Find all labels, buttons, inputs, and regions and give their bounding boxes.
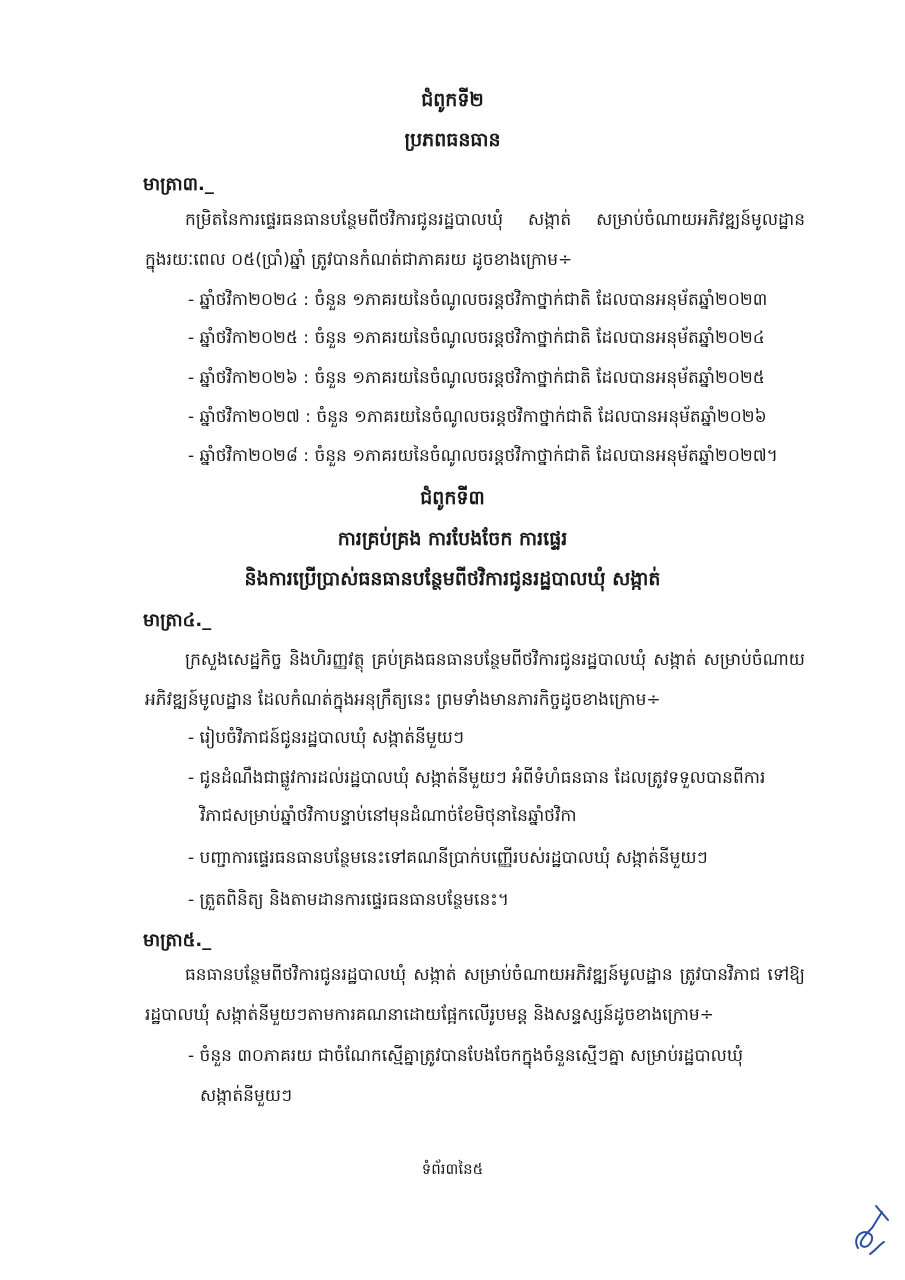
article-4-heading: មាត្រា៤._ — [143, 610, 212, 631]
page-number: ទំព័រ៣នៃ៥ — [421, 1160, 484, 1178]
article-5-heading: មាត្រា៥._ — [143, 930, 212, 951]
article-5-bullet-1-continued: សង្កាត់នីមួយៗ — [200, 1086, 293, 1106]
article-4-bullet-2-continued: វិភាជសម្រាប់ឆ្នាំថវិកាបន្ទាប់នៅមុនដំណាច់ខែមិថុនានៃឆ្នាំថវិកា — [200, 806, 577, 826]
article-4-bullet-4: - ត្រួតពិនិត្យ និងតាមដានការផ្ទេរធនធានបន្ថែមនេះ។ — [188, 890, 509, 910]
article-4-paragraph: ក្រសួងសេដ្ឋកិច្ច និងហិរញ្ញវត្ថុ គ្រប់គ្រងធនធានបន្ថែមពីថវិការជូនរដ្ឋបាលឃុំ សង្កាត់ សម្រាប់ចំណាយអភិវឌ្ឍន៍មូលដ្ឋាន ដែលកំណត់ក្នុងអនុក្រឹត្យនេះ ព្រមទាំងមានភារកិច្ចដូចខាងក្រោម÷ — [145, 650, 805, 710]
chapter-3-subtitle-2: និងការប្រើប្រាស់ធនធានបន្ថែមពីថវិការជូនរដ្ឋបាលឃុំ សង្កាត់ — [244, 568, 661, 590]
chapter-3-title: ជំពូកទី៣ — [420, 487, 485, 509]
article-3-bullet-2025: - ឆ្នាំថវិកា២០២៥ : ចំនួន ១ភាគរយនៃចំណូលចរន្តថវិកាថ្នាក់ជាតិ ដែលបានអនុម័តឆ្នាំ២០២៤ — [188, 328, 765, 348]
article-3-heading: មាត្រា៣._ — [143, 174, 214, 195]
article-3-bullet-2026: - ឆ្នាំថវិកា២០២៦ : ចំនួន ១ភាគរយនៃចំណូលចរន្តថវិកាថ្នាក់ជាតិ ដែលបានអនុម័តឆ្នាំ២០២៥ — [188, 368, 765, 388]
chapter-2-subtitle: ប្រភពធនធាន — [404, 129, 501, 151]
article-4-bullet-3: - បញ្ជាការផ្ទេរធនធានបន្ថែមនេះទៅគណនីប្រាក់បញ្ញើរបស់រដ្ឋបាលឃុំ សង្កាត់នីមួយៗ — [188, 848, 708, 868]
article-5-bullet-1: - ចំនួន ៣០ភាគរយ ជាចំណែកស្មើគ្នាត្រូវបានបែងចែកក្នុងចំនួនស្មើៗគ្នា សម្រាប់រដ្ឋបាលឃុំ — [188, 1046, 744, 1066]
article-3-bullet-2028: - ឆ្នាំថវិកា២០២៨ : ចំនួន ១ភាគរយនៃចំណូលចរន្តថវិកាថ្នាក់ជាតិ ដែលបានអនុម័តឆ្នាំ២០២៧។ — [188, 446, 778, 466]
chapter-2-title: ជំពូកទី២ — [421, 89, 484, 111]
article-5-paragraph: ធនធានបន្ថែមពីថវិការជូនរដ្ឋបាលឃុំ សង្កាត់ សម្រាប់ចំណាយអភិវឌ្ឍន៍មូលដ្ឋាន ត្រូវបានវិភាជ ទៅឱ្យរដ្ឋបាលឃុំ សង្កាត់នីមួយៗតាមការគណនាដោយផ្អែកលើរូបមន្ត និងសន្ទស្សន៍ដូចខាងក្រោម÷ — [145, 965, 805, 1025]
article-3-bullet-2027: - ឆ្នាំថវិកា២០២៧ : ចំនួន ១ភាគរយនៃចំណូលចរន្តថវិកាថ្នាក់ជាតិ ដែលបានអនុម័តឆ្នាំ២០២៦ — [188, 407, 767, 427]
initials-signature — [850, 1198, 892, 1260]
chapter-3-subtitle-1: ការគ្រប់គ្រង ការបែងចែក ការផ្ទេរ — [337, 528, 568, 550]
article-3-bullet-2024: - ឆ្នាំថវិកា២០២៤ : ចំនួន ១ភាគរយនៃចំណូលចរន្តថវិកាថ្នាក់ជាតិ ដែលបានអនុម័តឆ្នាំ២០២៣ — [188, 290, 768, 310]
article-4-bullet-2: - ជូនដំណឹងជាផ្លូវការដល់រដ្ឋបាលឃុំ សង្កាត់នីមួយៗ អំពីទំហំធនធាន ដែលត្រូវទទួលបានពីការ — [188, 768, 766, 788]
article-4-bullet-1: - រៀបចំវិភាជន៍ជូនរដ្ឋបាលឃុំ សង្កាត់នីមួយៗ — [188, 728, 465, 748]
article-3-paragraph: កម្រិតនៃការផ្ទេរធនធានបន្ថែមពីថវិការជូនរដ្ឋបាលឃុំ សង្កាត់ សម្រាប់ចំណាយអភិវឌ្ឍន៍មូលដ្ឋាន ក្នុងរយៈពេល ០៥(ប្រាំ)ឆ្នាំ ត្រូវបានកំណត់ជាភាគរយ ដូចខាងក្រោម÷ — [145, 210, 805, 270]
